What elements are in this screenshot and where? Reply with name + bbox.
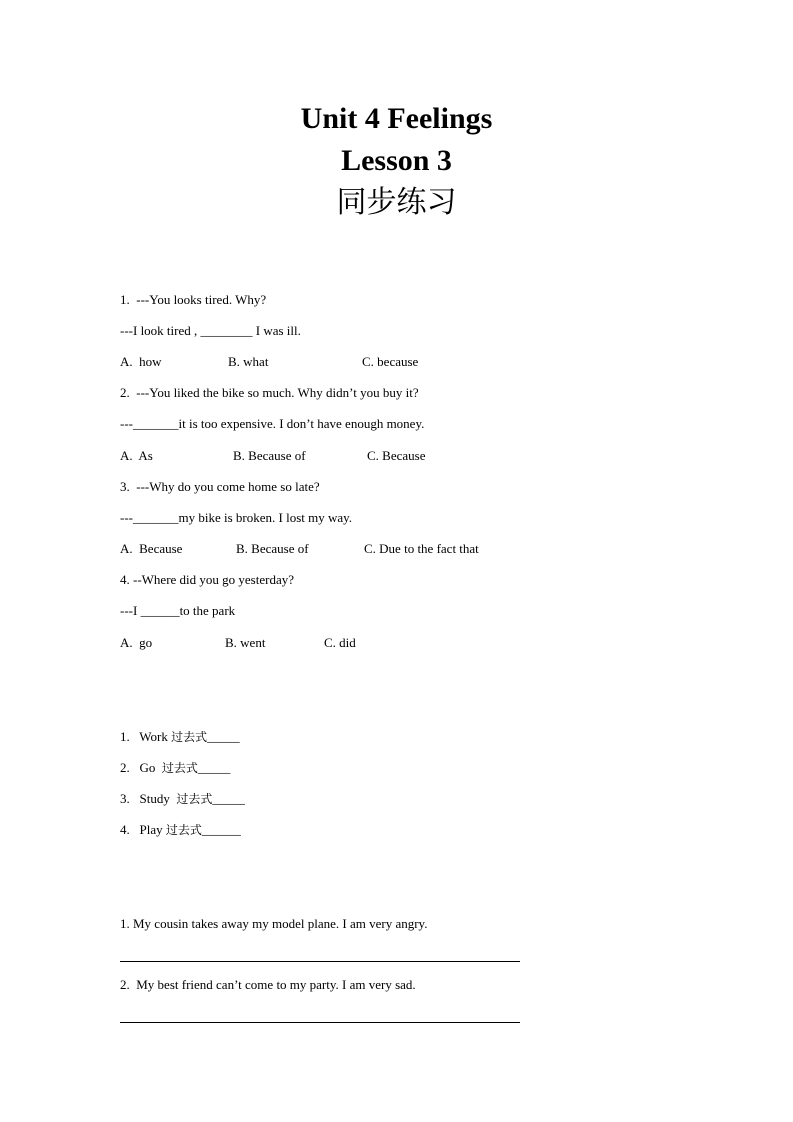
answer-line-2[interactable] (120, 1022, 520, 1023)
item-word: Go (139, 760, 162, 775)
sentence-2: 2. My best friend can’t come to my party. I am very sad. (120, 977, 416, 992)
item-number: 2. (120, 760, 130, 775)
q4-prompt: 4. --Where did you go yesterday? (120, 572, 294, 587)
item-word: Play (139, 822, 166, 837)
q3-answer: ---_______my bike is broken. I lost my way. (120, 510, 353, 525)
q3-option-a: A. Because (120, 541, 183, 556)
item-label: 过去式 (161, 761, 198, 775)
past-tense-item-4 (120, 822, 241, 838)
q1-answer: ---I look tired , ________ I was ill. (120, 323, 301, 338)
item-word: Work (139, 729, 172, 744)
item-blank: _____ (212, 791, 245, 806)
title-block (0, 98, 793, 224)
q2-option-c: C. Because (367, 448, 426, 463)
q1-prompt: 1. ---You looks tired. Why? (120, 292, 267, 307)
q4-option-a: A. go (120, 635, 153, 650)
item-number: 1. (120, 729, 130, 744)
past-tense-item-1 (120, 729, 240, 745)
q4-option-b: B. went (225, 635, 266, 650)
item-label: 过去式 (165, 823, 202, 837)
item-blank: _____ (207, 729, 240, 744)
q4-answer: ---I ______to the park (120, 603, 236, 618)
lesson-title: Lesson 3 (341, 144, 452, 177)
page-subtitle: 同步练习 (336, 185, 457, 220)
q1-option-a: A. how (120, 354, 162, 369)
past-tense-item-2 (120, 760, 230, 776)
q3-prompt: 3. ---Why do you come home so late? (120, 479, 320, 494)
item-number: 3. (120, 791, 130, 806)
q2-prompt: 2. ---You liked the bike so much. Why didn’t you buy it? (120, 385, 419, 400)
q1-option-c: C. because (362, 354, 419, 369)
item-blank: ______ (201, 822, 241, 837)
item-word: Study (139, 791, 177, 806)
item-number: 4. (120, 822, 130, 837)
q1-option-b: B. what (228, 354, 269, 369)
q2-option-b: B. Because of (233, 448, 306, 463)
item-blank: _____ (197, 760, 231, 775)
q3-option-c: C. Due to the fact that (364, 541, 479, 556)
q4-option-c: C. did (324, 635, 356, 650)
answer-line-1[interactable] (120, 961, 520, 962)
page-title: Unit 4 Feelings (300, 102, 493, 135)
past-tense-item-3 (120, 791, 245, 807)
q3-option-b: B. Because of (236, 541, 309, 556)
q2-answer: ---_______it is too expensive. I don’t have enough money. (120, 416, 425, 431)
item-label: 过去式 (171, 730, 208, 744)
sentence-1: 1. My cousin takes away my model plane. I am very angry. (120, 916, 428, 931)
q2-option-a: A. As (120, 448, 153, 463)
item-label: 过去式 (176, 792, 213, 806)
